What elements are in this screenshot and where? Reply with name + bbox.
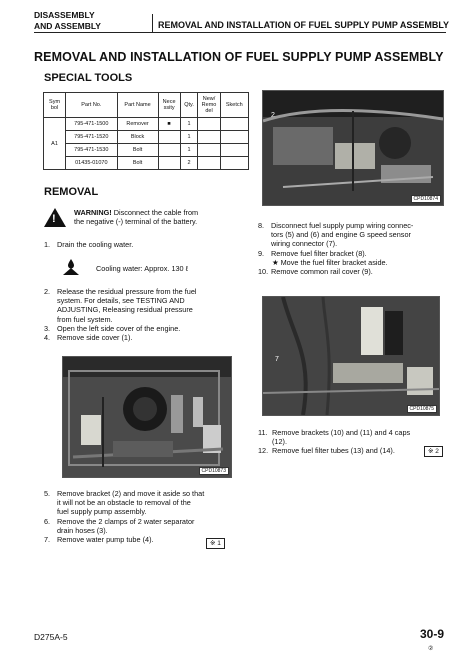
qty-cell: 1 [180, 118, 198, 131]
qty-cell: 1 [180, 144, 198, 157]
photo-wiring-connectors [262, 90, 444, 206]
special-tools-table [43, 92, 249, 170]
coolant-icon [60, 258, 82, 281]
footer-page-number: 30-9 [420, 627, 445, 641]
step-11: 11. Remove brackets (10) and (11) and 4 caps (12). [258, 428, 411, 447]
col-necessity: Nece ssity [158, 93, 180, 118]
new-remodel-cell [198, 144, 220, 157]
photo-side-cover [62, 356, 232, 478]
step-7: 7. Remove water pump tube (4). [44, 535, 154, 545]
part-no-cell: 01435-01070 [66, 157, 118, 170]
photo-caption: CPD10875 [407, 405, 437, 413]
warning-line2: the negative (-) terminal of the battery. [74, 217, 198, 227]
col-part-no: Part No. [66, 93, 118, 118]
sketch-cell [220, 118, 248, 131]
footer-model: D275A-5 [34, 632, 68, 642]
new-remodel-cell [198, 157, 220, 170]
warning-icon: ! [44, 208, 66, 227]
header-section [34, 10, 101, 32]
photo-caption: CPD10873 [199, 467, 229, 475]
part-no-cell: 795-471-1530 [66, 144, 118, 157]
photo-common-rail [262, 296, 440, 416]
step-4: 4. Remove side cover (1). [44, 333, 133, 343]
part-name-cell: Bolt [117, 144, 158, 157]
qty-cell: 2 [180, 157, 198, 170]
step-6: 6. Remove the 2 clamps of 2 water separator drain hoses (3). [44, 516, 195, 535]
header-rule [34, 32, 446, 33]
header-left-line1: DISASSEMBLY [34, 10, 95, 20]
col-symbol: Sym bol [44, 93, 66, 118]
removal-heading: REMOVAL [44, 186, 99, 198]
table-header-row [44, 93, 249, 118]
warning-label: WARNING! [74, 208, 112, 217]
step-9: 9. Remove fuel filter bracket (8). [258, 248, 367, 258]
necessity-cell [158, 131, 180, 144]
page-title: REMOVAL AND INSTALLATION OF FUEL SUPPLY PUMP ASSEMBLY [34, 50, 444, 64]
reference-mark-2: ※ 2 [424, 446, 443, 457]
table-row [44, 131, 249, 144]
new-remodel-cell [198, 118, 220, 131]
steps-5-7 [44, 489, 264, 544]
part-no-cell: 795-471-1520 [66, 131, 118, 144]
warning-line1: Disconnect the cable from [111, 208, 199, 217]
warning-text [74, 208, 264, 226]
symbol-cell: A1 [44, 118, 66, 170]
header-divider [152, 14, 153, 32]
table-row [44, 157, 249, 170]
necessity-cell: ■ [158, 118, 180, 131]
col-qty: Qty. [180, 93, 198, 118]
necessity-cell [158, 157, 180, 170]
part-no-cell: 795-471-1500 [66, 118, 118, 131]
svg-text:2: 2 [271, 112, 275, 119]
steps-11-12 [258, 428, 448, 456]
part-name-cell: Bolt [117, 157, 158, 170]
header-left-line2: AND ASSEMBLY [34, 21, 101, 31]
special-tools-heading: SPECIAL TOOLS [44, 72, 133, 84]
new-remodel-cell [198, 131, 220, 144]
reference-mark-1: ※ 1 [206, 538, 225, 549]
note-move-bracket: ★ Move the fuel filter bracket aside. [272, 257, 388, 267]
col-sketch: Sketch [220, 93, 248, 118]
qty-cell: 1 [180, 131, 198, 144]
col-part-name: Part Name [117, 93, 158, 118]
footer-revision: ② [428, 646, 434, 652]
step-3: 3. Open the left side cover of the engine. [44, 323, 181, 333]
svg-text:7: 7 [275, 356, 279, 363]
step-1: 1. Drain the cooling water. [44, 240, 134, 249]
sketch-cell [220, 157, 248, 170]
steps-8-10 [258, 221, 448, 276]
step-10: 10. Remove common rail cover (9). [258, 267, 373, 277]
header-title: REMOVAL AND INSTALLATION OF FUEL SUPPLY PUMP ASSEMBLY [158, 20, 450, 30]
step-5: 5. Remove bracket (2) and move it aside so that it will not be an obstacle to removal of the fuel supply pump assembly. [44, 489, 205, 517]
step-2: 2. Release the residual pressure from the fuel system. For details, see TESTING AND ADJUSTING, Releasing residual pressure from fuel system. [44, 287, 197, 324]
table-row [44, 118, 249, 131]
step-12: 12. Remove fuel filter tubes (13) and (14). [258, 446, 395, 456]
table-row [44, 144, 249, 157]
sketch-cell [220, 131, 248, 144]
col-new-remodel: New/ Remo del [198, 93, 220, 118]
cooling-water-capacity: Cooling water: Approx. 130 ℓ [96, 264, 189, 273]
steps-2-4 [44, 287, 264, 342]
photo-caption: CPD10874 [411, 195, 441, 203]
part-name-cell: Remover [117, 118, 158, 131]
sketch-cell [220, 144, 248, 157]
step-8: 8. Disconnect fuel supply pump wiring connec- tors (5) and (6) and engine G speed sensor wiring connector (7). [258, 221, 414, 249]
part-name-cell: Block [117, 131, 158, 144]
necessity-cell [158, 144, 180, 157]
